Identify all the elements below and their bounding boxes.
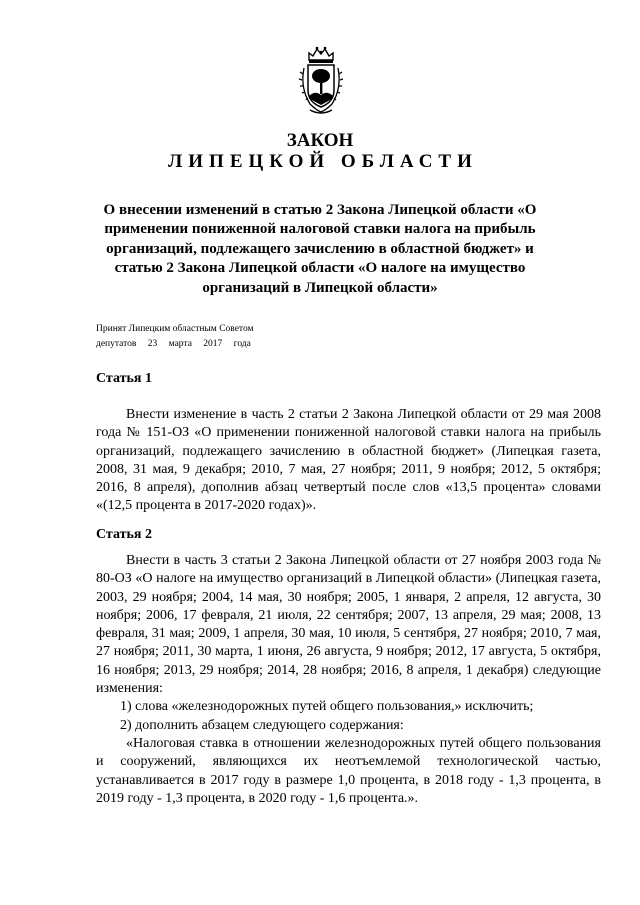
law-title: ЗАКОН bbox=[286, 130, 354, 151]
article-2-heading: Статья 2 bbox=[96, 527, 152, 542]
article-1-body bbox=[96, 406, 601, 516]
article-1-text: Внести изменение в часть 2 статьи 2 Закона Липецкой области от 29 мая 2008 года № 151-ОЗ «О применении пониженной налоговой ставки налога на прибыль организаций, подлежащего зачислению в областной бюджет» (Липецкая газета, 2008, 31 мая, 9 декабря; 2010, 7 мая, 27 ноября; 2011, 9 ноября; 2012, 5 октября; 2016, 8 апреля), дополнив абзац четвертый после слов «13,5 процента» словами «(12,5 процента в 2017-2020 годах)». bbox=[96, 407, 601, 514]
article-2-body bbox=[96, 552, 601, 808]
article-2-quote: «Налоговая ставка в отношении железнодорожных путей общего пользования и сооружений, являющихся их неотъемлемой технологической частью, устанавливается в 2017 году в размере 1,0 процента, в 2018 году - 1,3 процента, в 2019 году - 1,3 процента, в 2020 году - 1,6 процента.». bbox=[96, 735, 601, 806]
adoption-note bbox=[96, 322, 254, 352]
article-1-heading: Статья 1 bbox=[96, 371, 152, 386]
law-region: ЛИПЕЦКОЙ ОБЛАСТИ bbox=[168, 151, 478, 172]
lipetsk-coat-of-arms-icon bbox=[298, 44, 344, 116]
article-2-item-1: 1) слова «железнодорожных путей общего пользования,» исключить; bbox=[120, 699, 534, 715]
article-2-intro: Внести в часть 3 статьи 2 Закона Липецкой области от 27 ноября 2003 года № 80-ОЗ «О налоге на имущество организаций в Липецкой области» (Липецкая газета, 2003, 29 ноября; 2004, 14 мая, 30 ноября; 2005, 1 января, 2 апреля, 12 августа, 30 ноября; 2006, 17 февраля, 21 июля, 22 сентября; 2007, 13 апреля, 29 мая; 2008, 13 февраля, 31 мая; 2009, 1 апреля, 30 мая, 10 июля, 5 сентября, 27 ноября; 2010, 7 мая, 27 ноября; 2011, 30 марта, 1 июня, 26 августа, 9 ноября; 2012, 17 августа, 5 октября, 16 ноября; 2013, 29 ноября; 2014, 28 ноября; 2016, 8 апреля, 1 декабря) следующие изменения: bbox=[96, 553, 601, 697]
law-subject: О внесении изменений в статью 2 Закона Липецкой области «О применении пониженной налоговой ставки налога на прибыль организаций, подлежащего зачислению в областной бюджет» и статью 2 Закона Липецкой области «О налоге на имущество организаций в Липецкой области» bbox=[103, 202, 537, 296]
adoption-line-1: Принят Липецким областным Советом bbox=[96, 324, 254, 334]
article-2-item-2: 2) дополнить абзацем следующего содержания: bbox=[120, 717, 404, 733]
adoption-line-2: депутатов 23 марта 2017 года bbox=[96, 339, 251, 349]
